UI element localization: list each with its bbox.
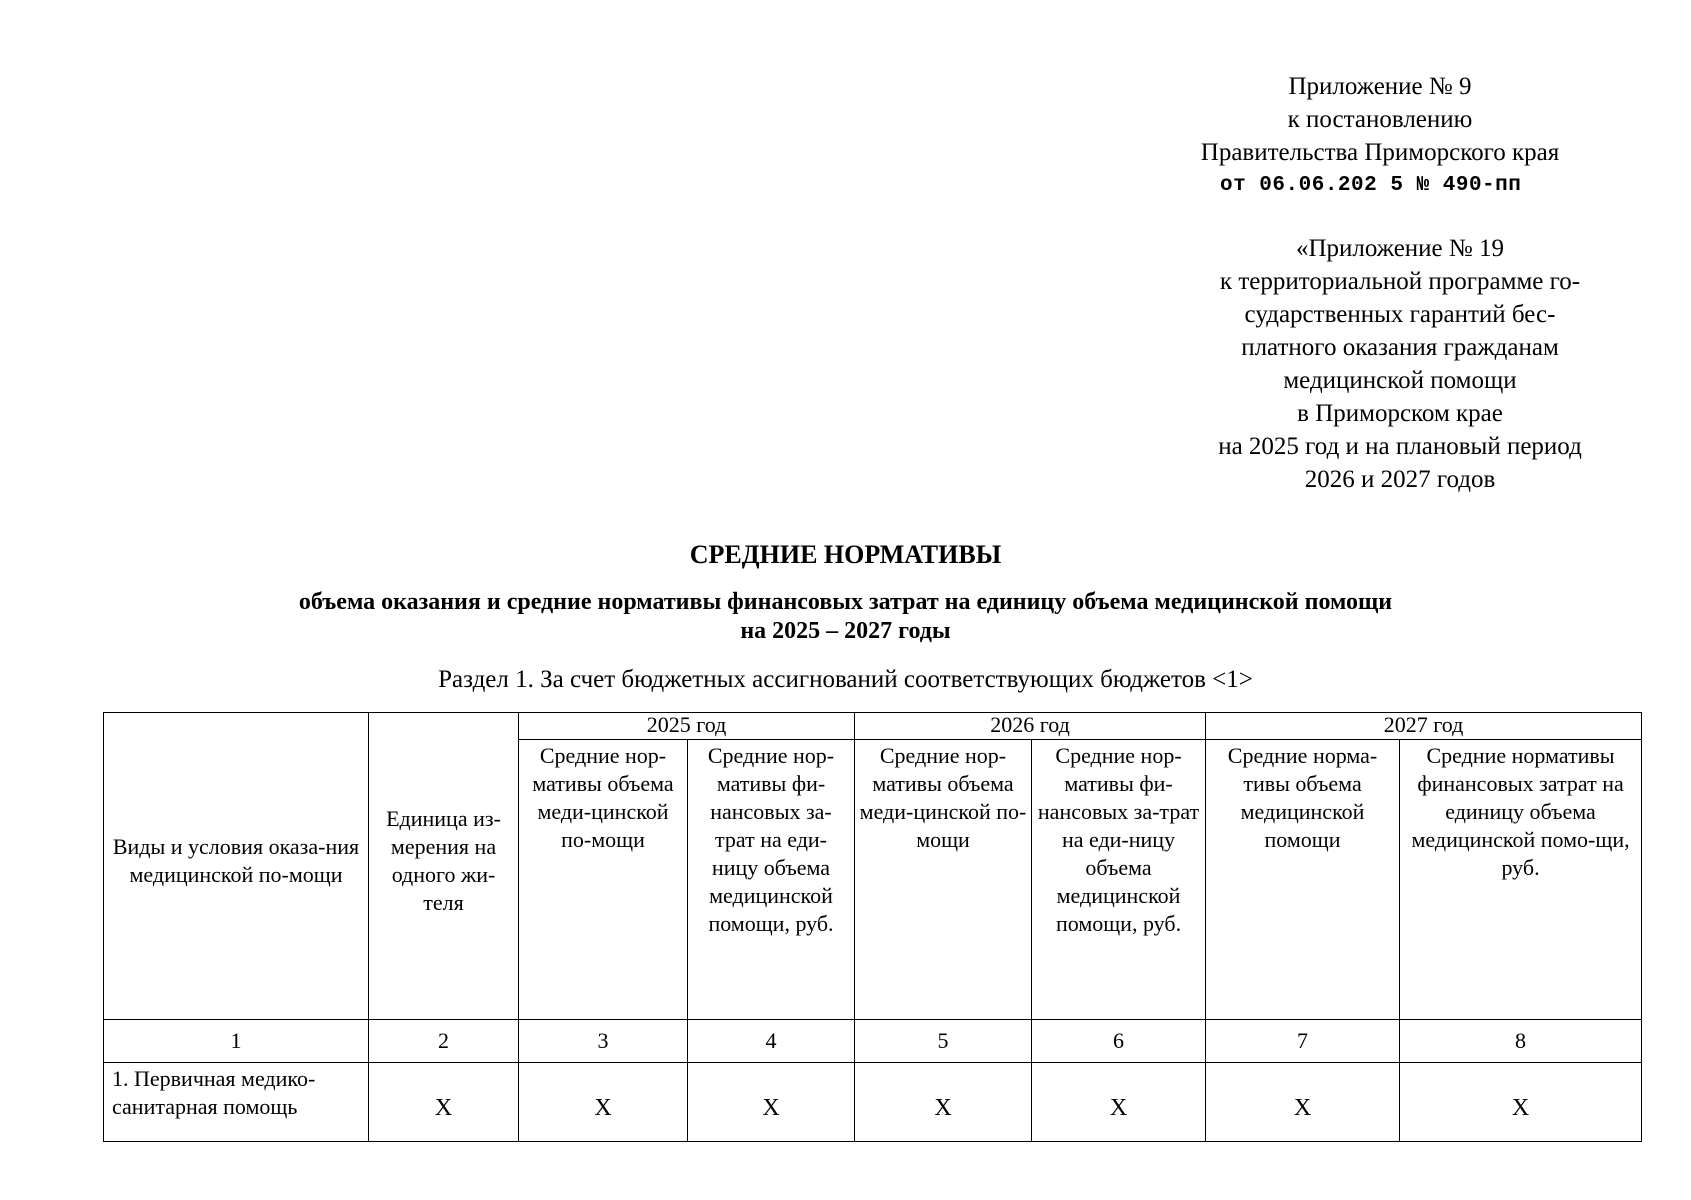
column-number: 8	[1400, 1020, 1642, 1063]
header-year-2026: 2026 год	[855, 713, 1206, 740]
appendix-line-3: Правительства Приморского края	[1200, 139, 1560, 166]
header-volume-2025: Средние нор-мативы объема меди-цинской по-мощи	[519, 740, 688, 1020]
appendix-line-2: к постановлению	[1287, 106, 1473, 133]
header-cost-2026: Средние нор-мативы фи-нансовых за-трат на еди-ницу объема медицинской помощи, руб.	[1032, 740, 1206, 1020]
column-number: 4	[688, 1020, 855, 1063]
column-number: 3	[519, 1020, 688, 1063]
cell-value: Х	[1206, 1063, 1400, 1142]
cell-value: Х	[1032, 1063, 1206, 1142]
cell-value: Х	[688, 1063, 855, 1142]
program-appendix-line: к территориальной программе го-	[1219, 268, 1581, 295]
program-appendix-line: на 2025 год и на плановый период	[1218, 433, 1582, 460]
program-appendix-line: медицинской помощи	[1283, 367, 1517, 394]
column-number: 7	[1206, 1020, 1400, 1063]
column-number: 6	[1032, 1020, 1206, 1063]
header-year-2027: 2027 год	[1206, 713, 1642, 740]
subtitle-line-2: на 2025 – 2027 годы	[740, 618, 951, 644]
cell-value: Х	[369, 1063, 519, 1142]
program-appendix-header	[1180, 232, 1620, 496]
appendix-date-stamp: от 06.06.202 5 № 490-пп	[1220, 174, 1522, 197]
header-year-2025: 2025 год	[519, 713, 855, 740]
document-subtitle	[150, 588, 1541, 646]
cell-value: Х	[519, 1063, 688, 1142]
header-care-type: Виды и условия оказа-ния медицинской по-мощи	[104, 713, 369, 1020]
header-unit: Единица из-мерения на одного жи-теля	[369, 713, 519, 1020]
header-volume-2027: Средние норма-тивы объема медицинской помощи	[1206, 740, 1400, 1020]
header-cost-2025: Средние нор-мативы фи-нансовых за-трат на еди-ницу объема медицинской помощи, руб.	[688, 740, 855, 1020]
table-row	[104, 1063, 1642, 1142]
norms-table	[103, 712, 1642, 1142]
header-volume-2026: Средние нор-мативы объема меди-цинской по-мощи	[855, 740, 1032, 1020]
program-appendix-line: платного оказания гражданам	[1241, 334, 1559, 361]
column-number: 1	[104, 1020, 369, 1063]
appendix-header	[1160, 70, 1600, 202]
subtitle-line-1: объема оказания и средние нормативы финансовых затрат на единицу объема медицинской помощи	[298, 589, 1393, 615]
column-number: 5	[855, 1020, 1032, 1063]
column-numbers-row	[104, 1020, 1642, 1063]
appendix-line-1: Приложение № 9	[1288, 73, 1472, 100]
document-title: СРЕДНИЕ НОРМАТИВЫ	[689, 540, 1002, 569]
program-appendix-line: в Приморском крае	[1297, 400, 1503, 427]
cell-value: Х	[1400, 1063, 1642, 1142]
header-cost-2027: Средние нормативы финансовых затрат на единицу объема медицинской помо-щи, руб.	[1400, 740, 1642, 1020]
column-number: 2	[369, 1020, 519, 1063]
section-title: Раздел 1. За счет бюджетных ассигнований соответствующих бюджетов <1>	[438, 666, 1253, 693]
program-appendix-line: «Приложение № 19	[1295, 235, 1505, 262]
program-appendix-line: сударственных гарантий бес-	[1244, 301, 1556, 328]
program-appendix-line: 2026 и 2027 годов	[1304, 466, 1496, 493]
row-label: 1. Первичная медико-санитарная помощь	[104, 1063, 369, 1142]
cell-value: Х	[855, 1063, 1032, 1142]
